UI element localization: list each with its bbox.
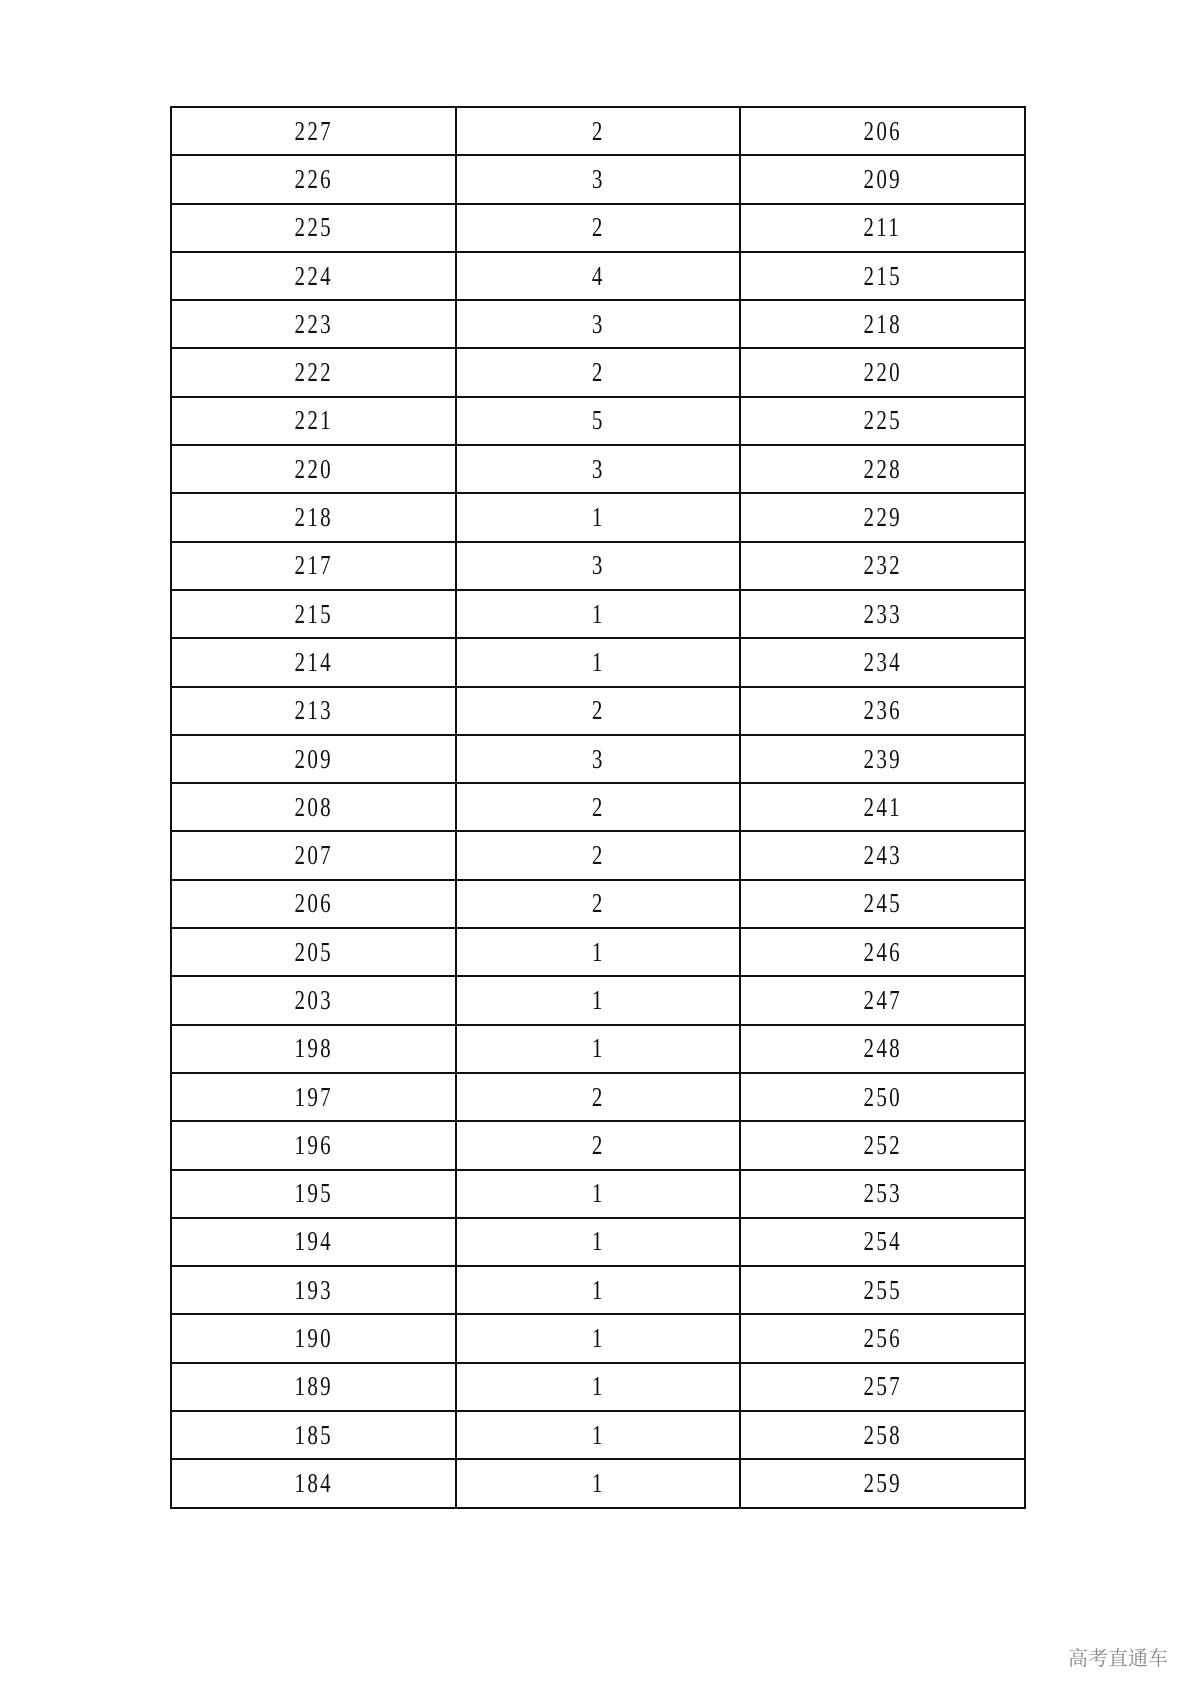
cell-text: 2 — [591, 212, 605, 243]
table-row — [171, 976, 1025, 1024]
cell-text: 2 — [591, 791, 605, 822]
table-row — [171, 1170, 1025, 1218]
table-row — [171, 1121, 1025, 1169]
cell-text: 1 — [591, 502, 605, 533]
table-row — [171, 1363, 1025, 1411]
cumulative-cell — [740, 880, 1025, 928]
score-cell — [171, 1121, 456, 1169]
cell-text: 3 — [591, 453, 605, 484]
cumulative-cell — [740, 1218, 1025, 1266]
score-cell — [171, 397, 456, 445]
count-cell — [456, 1459, 741, 1507]
cell-text: 215 — [294, 598, 333, 629]
table-row — [171, 783, 1025, 831]
cell-text: 241 — [863, 791, 902, 822]
table-row — [171, 880, 1025, 928]
cumulative-cell — [740, 1073, 1025, 1121]
cell-text: 1 — [591, 1226, 605, 1257]
cell-text: 257 — [863, 1371, 902, 1402]
table-row — [171, 1459, 1025, 1507]
cell-text: 3 — [591, 550, 605, 581]
count-cell — [456, 155, 741, 203]
cumulative-cell — [740, 397, 1025, 445]
score-cell — [171, 300, 456, 348]
table-row — [171, 1218, 1025, 1266]
table-row — [171, 493, 1025, 541]
cumulative-cell — [740, 107, 1025, 155]
cell-text: 220 — [863, 357, 902, 388]
count-cell — [456, 1266, 741, 1314]
cell-text: 217 — [294, 550, 333, 581]
cell-text: 258 — [863, 1419, 902, 1450]
count-cell — [456, 976, 741, 1024]
cell-text: 243 — [863, 840, 902, 871]
count-cell — [456, 1025, 741, 1073]
table-row — [171, 397, 1025, 445]
cell-text: 2 — [591, 1129, 605, 1160]
cumulative-cell — [740, 493, 1025, 541]
cell-text: 3 — [591, 163, 605, 194]
count-cell — [456, 300, 741, 348]
score-cell — [171, 1025, 456, 1073]
count-cell — [456, 542, 741, 590]
cell-text: 214 — [294, 646, 333, 677]
table-row — [171, 590, 1025, 638]
cell-text: 252 — [863, 1129, 902, 1160]
cell-text: 185 — [294, 1419, 333, 1450]
cell-text: 1 — [591, 1274, 605, 1305]
score-cell — [171, 107, 456, 155]
cell-text: 2 — [591, 840, 605, 871]
cumulative-cell — [740, 735, 1025, 783]
table-row — [171, 638, 1025, 686]
cell-text: 223 — [294, 308, 333, 339]
score-cell — [171, 831, 456, 879]
table-body — [171, 107, 1025, 1508]
cell-text: 246 — [863, 936, 902, 967]
cell-text: 1 — [591, 984, 605, 1015]
cumulative-cell — [740, 1170, 1025, 1218]
count-cell — [456, 928, 741, 976]
table-row — [171, 1073, 1025, 1121]
cell-text: 234 — [863, 646, 902, 677]
count-cell — [456, 831, 741, 879]
table-row — [171, 928, 1025, 976]
score-cell — [171, 493, 456, 541]
score-distribution-table — [170, 106, 1026, 1509]
cell-text: 203 — [294, 984, 333, 1015]
cumulative-cell — [740, 1459, 1025, 1507]
table-row — [171, 1025, 1025, 1073]
score-cell — [171, 735, 456, 783]
cell-text: 227 — [294, 115, 333, 146]
count-cell — [456, 493, 741, 541]
score-cell — [171, 155, 456, 203]
score-cell — [171, 638, 456, 686]
cell-text: 224 — [294, 260, 333, 291]
count-cell — [456, 1363, 741, 1411]
cell-text: 1 — [591, 1419, 605, 1450]
count-cell — [456, 204, 741, 252]
cell-text: 208 — [294, 791, 333, 822]
cell-text: 225 — [294, 212, 333, 243]
cell-text: 198 — [294, 1033, 333, 1064]
cumulative-cell — [740, 1121, 1025, 1169]
count-cell — [456, 1121, 741, 1169]
cell-text: 250 — [863, 1081, 902, 1112]
cell-text: 2 — [591, 888, 605, 919]
table-row — [171, 542, 1025, 590]
count-cell — [456, 107, 741, 155]
cell-text: 253 — [863, 1178, 902, 1209]
score-cell — [171, 1314, 456, 1362]
count-cell — [456, 783, 741, 831]
cumulative-cell — [740, 542, 1025, 590]
count-cell — [456, 1073, 741, 1121]
cumulative-cell — [740, 1025, 1025, 1073]
table-row — [171, 831, 1025, 879]
cell-text: 195 — [294, 1178, 333, 1209]
score-cell — [171, 1266, 456, 1314]
cell-text: 5 — [591, 405, 605, 436]
cell-text: 1 — [591, 646, 605, 677]
cumulative-cell — [740, 204, 1025, 252]
cell-text: 2 — [591, 357, 605, 388]
cell-text: 2 — [591, 115, 605, 146]
cumulative-cell — [740, 155, 1025, 203]
table-row — [171, 1314, 1025, 1362]
score-cell — [171, 1459, 456, 1507]
score-cell — [171, 542, 456, 590]
cumulative-cell — [740, 976, 1025, 1024]
count-cell — [456, 638, 741, 686]
cell-text: 236 — [863, 695, 902, 726]
cell-text: 247 — [863, 984, 902, 1015]
count-cell — [456, 735, 741, 783]
score-cell — [171, 1218, 456, 1266]
cell-text: 218 — [294, 502, 333, 533]
count-cell — [456, 880, 741, 928]
cell-text: 221 — [294, 405, 333, 436]
count-cell — [456, 445, 741, 493]
cell-text: 228 — [863, 453, 902, 484]
count-cell — [456, 252, 741, 300]
cumulative-cell — [740, 1363, 1025, 1411]
table-row — [171, 107, 1025, 155]
score-cell — [171, 1170, 456, 1218]
table-row — [171, 445, 1025, 493]
cumulative-cell — [740, 638, 1025, 686]
score-cell — [171, 445, 456, 493]
cumulative-cell — [740, 348, 1025, 396]
cumulative-cell — [740, 300, 1025, 348]
cumulative-cell — [740, 783, 1025, 831]
score-cell — [171, 1411, 456, 1459]
cell-text: 1 — [591, 1467, 605, 1498]
cell-text: 3 — [591, 308, 605, 339]
score-cell — [171, 880, 456, 928]
cumulative-cell — [740, 252, 1025, 300]
score-cell — [171, 348, 456, 396]
cell-text: 255 — [863, 1274, 902, 1305]
cell-text: 254 — [863, 1226, 902, 1257]
count-cell — [456, 687, 741, 735]
cell-text: 206 — [294, 888, 333, 919]
cell-text: 239 — [863, 743, 902, 774]
cell-text: 211 — [863, 212, 902, 243]
cell-text: 225 — [863, 405, 902, 436]
cell-text: 233 — [863, 598, 902, 629]
cumulative-cell — [740, 1314, 1025, 1362]
watermark: 高考直通车 — [1068, 1646, 1168, 1670]
score-cell — [171, 687, 456, 735]
table-row — [171, 252, 1025, 300]
cell-text: 193 — [294, 1274, 333, 1305]
cell-text: 196 — [294, 1129, 333, 1160]
table-row — [171, 1411, 1025, 1459]
count-cell — [456, 1170, 741, 1218]
cell-text: 220 — [294, 453, 333, 484]
count-cell — [456, 397, 741, 445]
cell-text: 1 — [591, 1323, 605, 1354]
cumulative-cell — [740, 687, 1025, 735]
table-row — [171, 300, 1025, 348]
cell-text: 1 — [591, 1371, 605, 1402]
score-cell — [171, 1073, 456, 1121]
cell-text: 248 — [863, 1033, 902, 1064]
cell-text: 207 — [294, 840, 333, 871]
count-cell — [456, 1314, 741, 1362]
score-cell — [171, 976, 456, 1024]
cell-text: 190 — [294, 1323, 333, 1354]
score-cell — [171, 252, 456, 300]
cell-text: 1 — [591, 936, 605, 967]
cumulative-cell — [740, 1266, 1025, 1314]
count-cell — [456, 1411, 741, 1459]
cell-text: 213 — [294, 695, 333, 726]
cell-text: 209 — [294, 743, 333, 774]
cell-text: 3 — [591, 743, 605, 774]
cell-text: 1 — [591, 1178, 605, 1209]
cell-text: 2 — [591, 695, 605, 726]
cell-text: 4 — [591, 260, 605, 291]
score-cell — [171, 204, 456, 252]
cell-text: 1 — [591, 598, 605, 629]
cell-text: 206 — [863, 115, 902, 146]
score-cell — [171, 590, 456, 638]
cell-text: 245 — [863, 888, 902, 919]
score-cell — [171, 783, 456, 831]
table-row — [171, 687, 1025, 735]
table-row — [171, 735, 1025, 783]
table-row — [171, 204, 1025, 252]
cell-text: 215 — [863, 260, 902, 291]
count-cell — [456, 348, 741, 396]
cumulative-cell — [740, 445, 1025, 493]
cell-text: 256 — [863, 1323, 902, 1354]
cell-text: 222 — [294, 357, 333, 388]
count-cell — [456, 590, 741, 638]
score-cell — [171, 1363, 456, 1411]
cell-text: 205 — [294, 936, 333, 967]
cell-text: 232 — [863, 550, 902, 581]
table-row — [171, 348, 1025, 396]
score-cell — [171, 928, 456, 976]
count-cell — [456, 1218, 741, 1266]
cell-text: 184 — [294, 1467, 333, 1498]
cell-text: 229 — [863, 502, 902, 533]
cell-text: 259 — [863, 1467, 902, 1498]
table-row — [171, 155, 1025, 203]
cell-text: 209 — [863, 163, 902, 194]
cell-text: 189 — [294, 1371, 333, 1402]
cell-text: 197 — [294, 1081, 333, 1112]
cumulative-cell — [740, 1411, 1025, 1459]
cell-text: 226 — [294, 163, 333, 194]
cumulative-cell — [740, 831, 1025, 879]
cell-text: 2 — [591, 1081, 605, 1112]
cell-text: 1 — [591, 1033, 605, 1064]
cell-text: 194 — [294, 1226, 333, 1257]
table-row — [171, 1266, 1025, 1314]
cell-text: 218 — [863, 308, 902, 339]
cumulative-cell — [740, 590, 1025, 638]
cumulative-cell — [740, 928, 1025, 976]
